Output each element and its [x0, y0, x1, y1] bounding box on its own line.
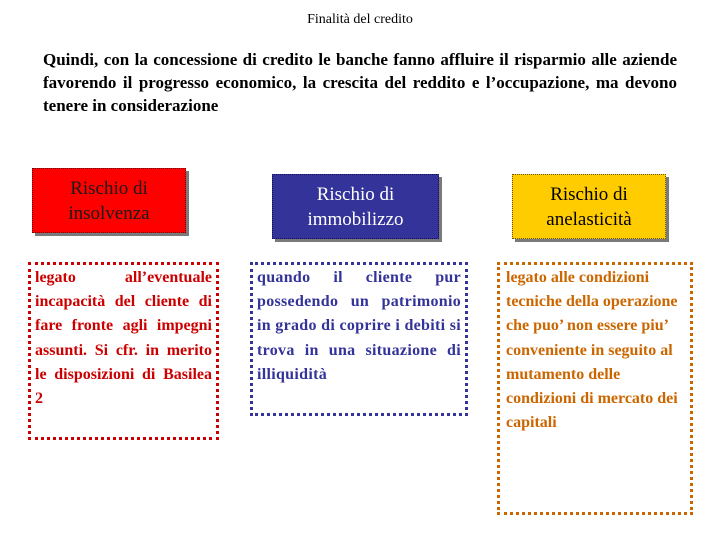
- slide-title: Finalità del credito: [307, 12, 413, 27]
- risk-heading-line: Rischio di: [70, 177, 148, 199]
- risk-heading-insolvenza: [32, 168, 186, 233]
- risk-heading-line: Rischio di: [550, 183, 628, 205]
- risk-heading-line: insolvenza: [68, 202, 150, 224]
- intro-paragraph: Quindi, con la concessione di credito le banche fanno affluire il risparmio alle aziende favorendo il progresso economico, la crescita del reddito e l’occupazione, ma devono tenere in considerazione: [43, 50, 677, 115]
- risk-heading-line: anelasticità: [546, 208, 632, 230]
- risk-description-insolvenza: legato all’eventuale incapacità del cliente di fare fronte agli impegni assunti. Si cfr. in merito le disposizioni di Basilea 2: [28, 262, 219, 440]
- risk-heading-line: immobilizzo: [307, 208, 404, 230]
- risk-description-immobilizzo: quando il cliente pur possedendo un patrimonio in grado di coprire i debiti si trova in una situazione di illiquidità: [250, 262, 468, 416]
- risk-heading-line: Rischio di: [316, 183, 395, 205]
- risk-heading-anelasticita: [512, 174, 666, 239]
- risk-heading-immobilizzo: [272, 174, 439, 239]
- risk-description-anelasticita: legato alle condizioni tecniche della operazione che puo’ non essere piu’ conveniente in seguito al mutamento delle condizioni di mercato dei capitali: [497, 262, 693, 515]
